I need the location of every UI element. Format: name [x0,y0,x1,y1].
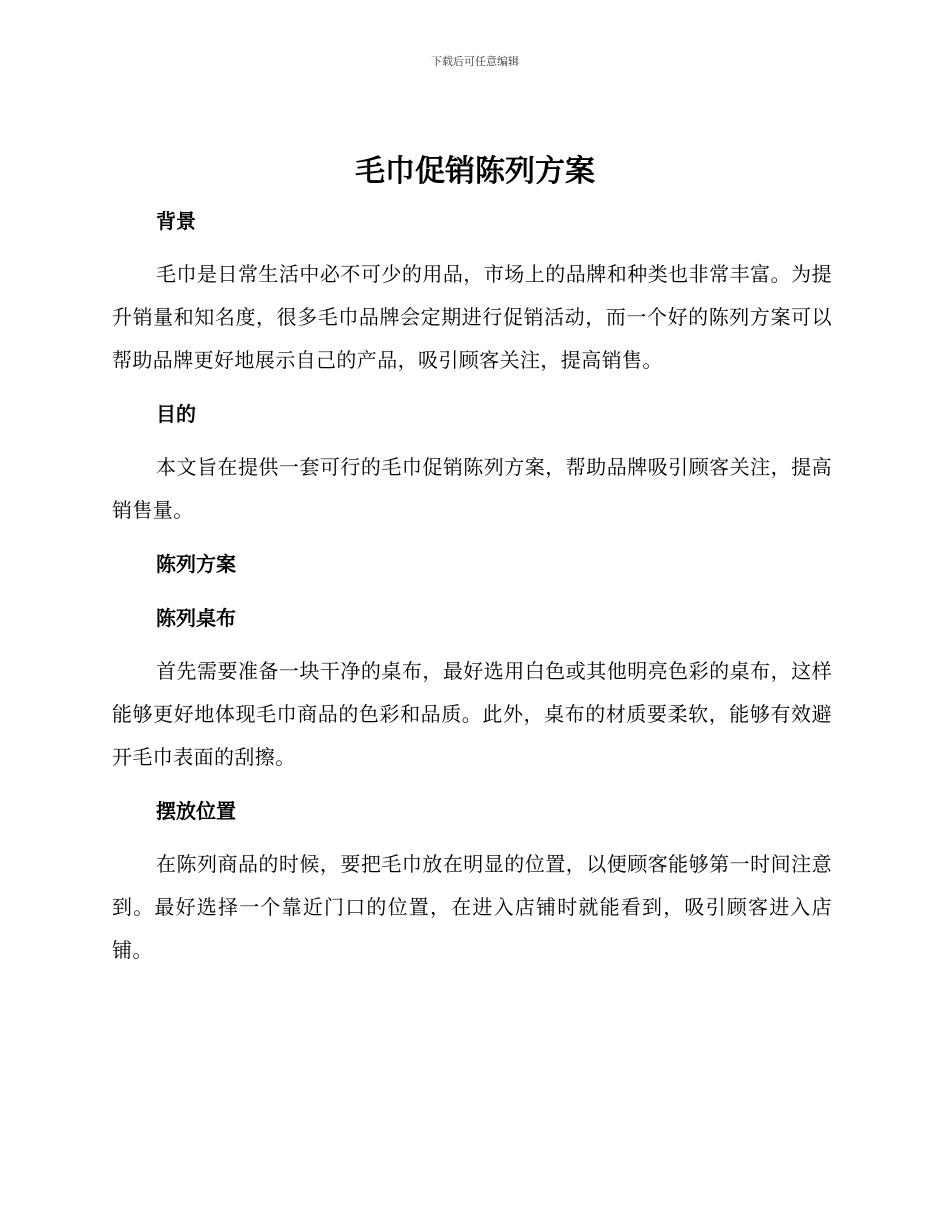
section-heading-tablecloth: 陈列桌布 [156,606,236,630]
section-heading-purpose: 目的 [156,402,196,426]
paragraph-background: 毛巾是日常生活中必不可少的用品，市场上的品牌和种类也非常丰富。为提升销量和知名度，很多毛巾品牌会定期进行促销活动，而一个好的陈列方案可以帮助品牌更好地展示自己的产品，吸引顾客关注，提高销售。 [112,262,832,372]
section-heading-background: 背景 [156,209,196,233]
document-title: 毛巾促销陈列方案 [355,154,595,189]
paragraph-tablecloth: 首先需要准备一块干净的桌布，最好选用白色或其他明亮色彩的桌布，这样能够更好地体现毛巾商品的色彩和品质。此外，桌布的材质要柔软，能够有效避开毛巾表面的刮擦。 [112,659,832,769]
section-heading-placement: 摆放位置 [156,799,236,823]
document-body [112,199,832,982]
header-note: 下载后可任意编辑 [431,55,519,68]
paragraph-placement: 在陈列商品的时候，要把毛巾放在明显的位置，以便顾客能够第一时间注意到。最好选择一个靠近门口的位置，在进入店铺时就能看到，吸引顾客进入店铺。 [112,852,832,962]
section-heading-plan: 陈列方案 [156,552,236,576]
paragraph-purpose: 本文旨在提供一套可行的毛巾促销陈列方案，帮助品牌吸引顾客关注，提高销售量。 [112,455,832,522]
